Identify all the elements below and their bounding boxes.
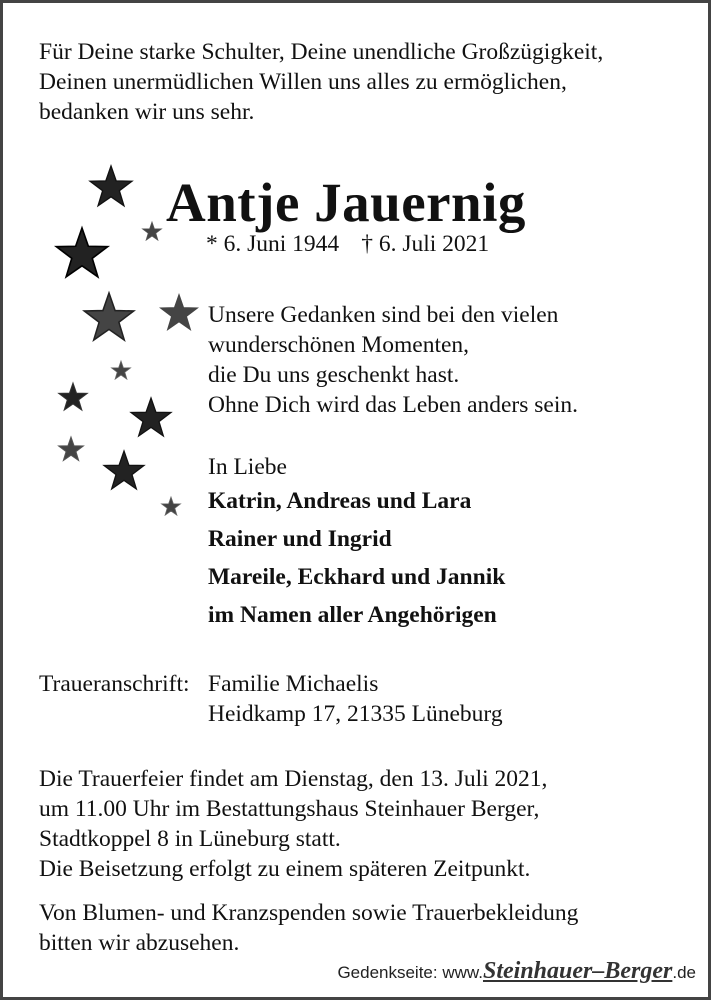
footer-suffix: .de xyxy=(672,963,696,982)
memorial-page-link[interactable] xyxy=(337,958,696,986)
star-icon xyxy=(111,361,130,379)
mourner-line: Mareile, Eckhard und Jannik xyxy=(208,564,506,590)
star-icon xyxy=(161,295,197,329)
star-icon xyxy=(131,398,171,436)
death-date: † 6. Juli 2021 xyxy=(361,231,490,257)
mourner-line: im Namen aller Angehörigen xyxy=(208,602,497,628)
dedication-text: Für Deine starke Schulter, Deine unendliche Großzügigkeit, Deinen unermüdlichen Willen uns alles zu ermöglichen, bedanken wir uns sehr. xyxy=(39,39,604,125)
deceased-name: Antje Jauernig xyxy=(166,172,526,233)
footer-prefix: www. xyxy=(442,963,483,982)
footer-label: Gedenkseite: xyxy=(337,963,438,982)
birth-date: * 6. Juni 1944 xyxy=(206,231,340,257)
in-love-label: In Liebe xyxy=(208,454,287,480)
address-label: Traueranschrift: xyxy=(39,671,190,697)
mourner-line: Katrin, Andreas und Lara xyxy=(208,488,472,514)
star-icon xyxy=(59,437,84,461)
star-icon xyxy=(56,228,107,277)
star-icon xyxy=(161,497,180,515)
stars-svg xyxy=(3,3,243,543)
star-icon xyxy=(90,166,132,206)
address-lines: Familie Michaelis Heidkamp 17, 21335 Lüneburg xyxy=(208,671,503,727)
star-icon xyxy=(104,451,144,489)
star-icon xyxy=(59,383,88,410)
star-icon xyxy=(84,293,133,340)
memorial-verse: Unsere Gedanken sind bei den vielen wunderschönen Momenten, die Du uns geschenkt hast. Ohne Dich wird das Leben anders sein. xyxy=(208,302,579,418)
star-icon xyxy=(142,222,161,240)
life-dates xyxy=(206,229,489,259)
mourner-line: Rainer und Ingrid xyxy=(208,526,392,552)
flowers-note: Von Blumen- und Kranzspenden sowie Trauerbekleidung bitten wir abzusehen. xyxy=(39,900,579,956)
service-info: Die Trauerfeier findet am Dienstag, den 13. Juli 2021, um 11.00 Uhr im Bestattungshaus Steinhauer Berger, Stadtkoppel 8 in Lüneburg statt. Die Beisetzung erfolgt zu einem späteren Zeitpunkt. xyxy=(39,766,548,882)
funeral-home-logo: Steinhauer–Berger xyxy=(482,958,673,984)
